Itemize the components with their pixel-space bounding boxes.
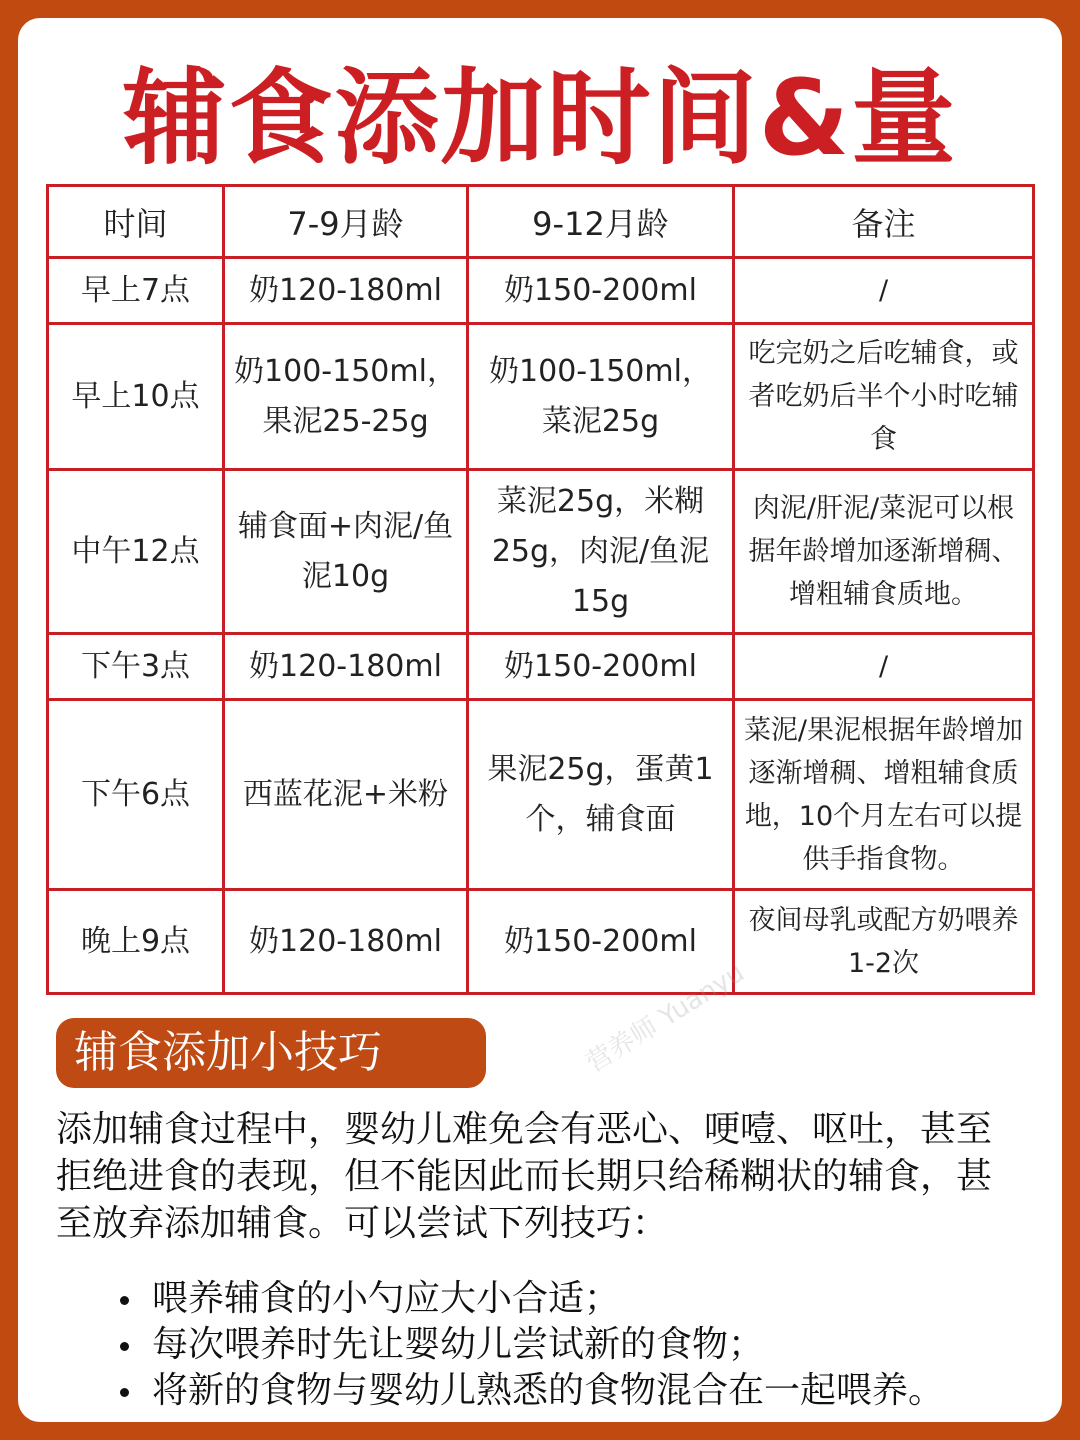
cell-9-12: 奶150-200ml: [468, 258, 734, 324]
header-9-12-months: 9-12月龄: [468, 186, 734, 258]
cell-7-9: 西蓝花泥+米粉: [224, 700, 468, 890]
cell-9-12: 果泥25g，蛋黄1个，辅食面: [468, 700, 734, 890]
tips-list: [56, 1276, 1036, 1414]
content-card: [18, 18, 1062, 1422]
header-time: 时间: [48, 186, 224, 258]
table-row: [48, 890, 1034, 994]
tips-intro-paragraph: 添加辅食过程中，婴幼儿难免会有恶心、哽噎、呕吐，甚至拒绝进食的表现，但不能因此而长期只给稀糊状的辅食，甚至放弃添加辅食。可以尝试下列技巧：: [56, 1109, 993, 1244]
watermark: 营养师 Yuanyu: [581, 957, 750, 1079]
bullet-icon: [120, 1388, 129, 1397]
header-7-9-months: 7-9月龄: [224, 186, 468, 258]
feeding-schedule-table: [46, 184, 1035, 995]
cell-time: 晚上9点: [48, 890, 224, 994]
cell-7-9: 奶100-150ml，果泥25-25g: [224, 324, 468, 470]
cell-time: 中午12点: [48, 470, 224, 634]
cell-note: /: [734, 634, 1034, 700]
cell-7-9: 奶120-180ml: [224, 258, 468, 324]
list-item-text: 喂养辅食的小勺应大小合适；: [152, 1278, 621, 1319]
cell-9-12: 奶100-150ml，菜泥25g: [468, 324, 734, 470]
table-header-row: [48, 186, 1034, 258]
table-row: [48, 700, 1034, 890]
cell-time: 早上10点: [48, 324, 224, 470]
table-row: [48, 470, 1034, 634]
bullet-icon: [120, 1342, 129, 1351]
cell-note: 肉泥/肝泥/菜泥可以根据年龄增加逐渐增稠、增粗辅食质地。: [734, 470, 1034, 634]
table-row: [48, 258, 1034, 324]
cell-note: 菜泥/果泥根据年龄增加逐渐增稠、增粗辅食质地，10个月左右可以提供手指食物。: [734, 700, 1034, 890]
table-row: [48, 634, 1034, 700]
cell-7-9: 辅食面+肉泥/鱼泥10g: [224, 470, 468, 634]
cell-time: 下午6点: [48, 700, 224, 890]
list-item: [56, 1276, 1036, 1322]
cell-note: 吃完奶之后吃辅食，或者吃奶后半个小时吃辅食: [734, 324, 1034, 470]
table-row: [48, 324, 1034, 470]
cell-9-12: 奶150-200ml: [468, 890, 734, 994]
cell-note: /: [734, 258, 1034, 324]
cell-time: 下午3点: [48, 634, 224, 700]
cell-7-9: 奶120-180ml: [224, 890, 468, 994]
cell-9-12: 菜泥25g，米糊25g，肉泥/鱼泥15g: [468, 470, 734, 634]
header-note: 备注: [734, 186, 1034, 258]
cell-7-9: 奶120-180ml: [224, 634, 468, 700]
list-item-text: 将新的食物与婴幼儿熟悉的食物混合在一起喂养。: [152, 1370, 945, 1411]
cell-time: 早上7点: [48, 258, 224, 324]
list-item: [56, 1368, 1036, 1414]
cell-9-12: 奶150-200ml: [468, 634, 734, 700]
cell-note: 夜间母乳或配方奶喂养1-2次: [734, 890, 1034, 994]
tips-heading-tag: 辅食添加小技巧: [56, 1018, 486, 1088]
list-item-text: 每次喂养时先让婴幼儿尝试新的食物；: [152, 1324, 765, 1365]
page-title: 辅食添加时间&量: [122, 57, 958, 179]
bullet-icon: [120, 1296, 129, 1305]
list-item: [56, 1322, 1036, 1368]
